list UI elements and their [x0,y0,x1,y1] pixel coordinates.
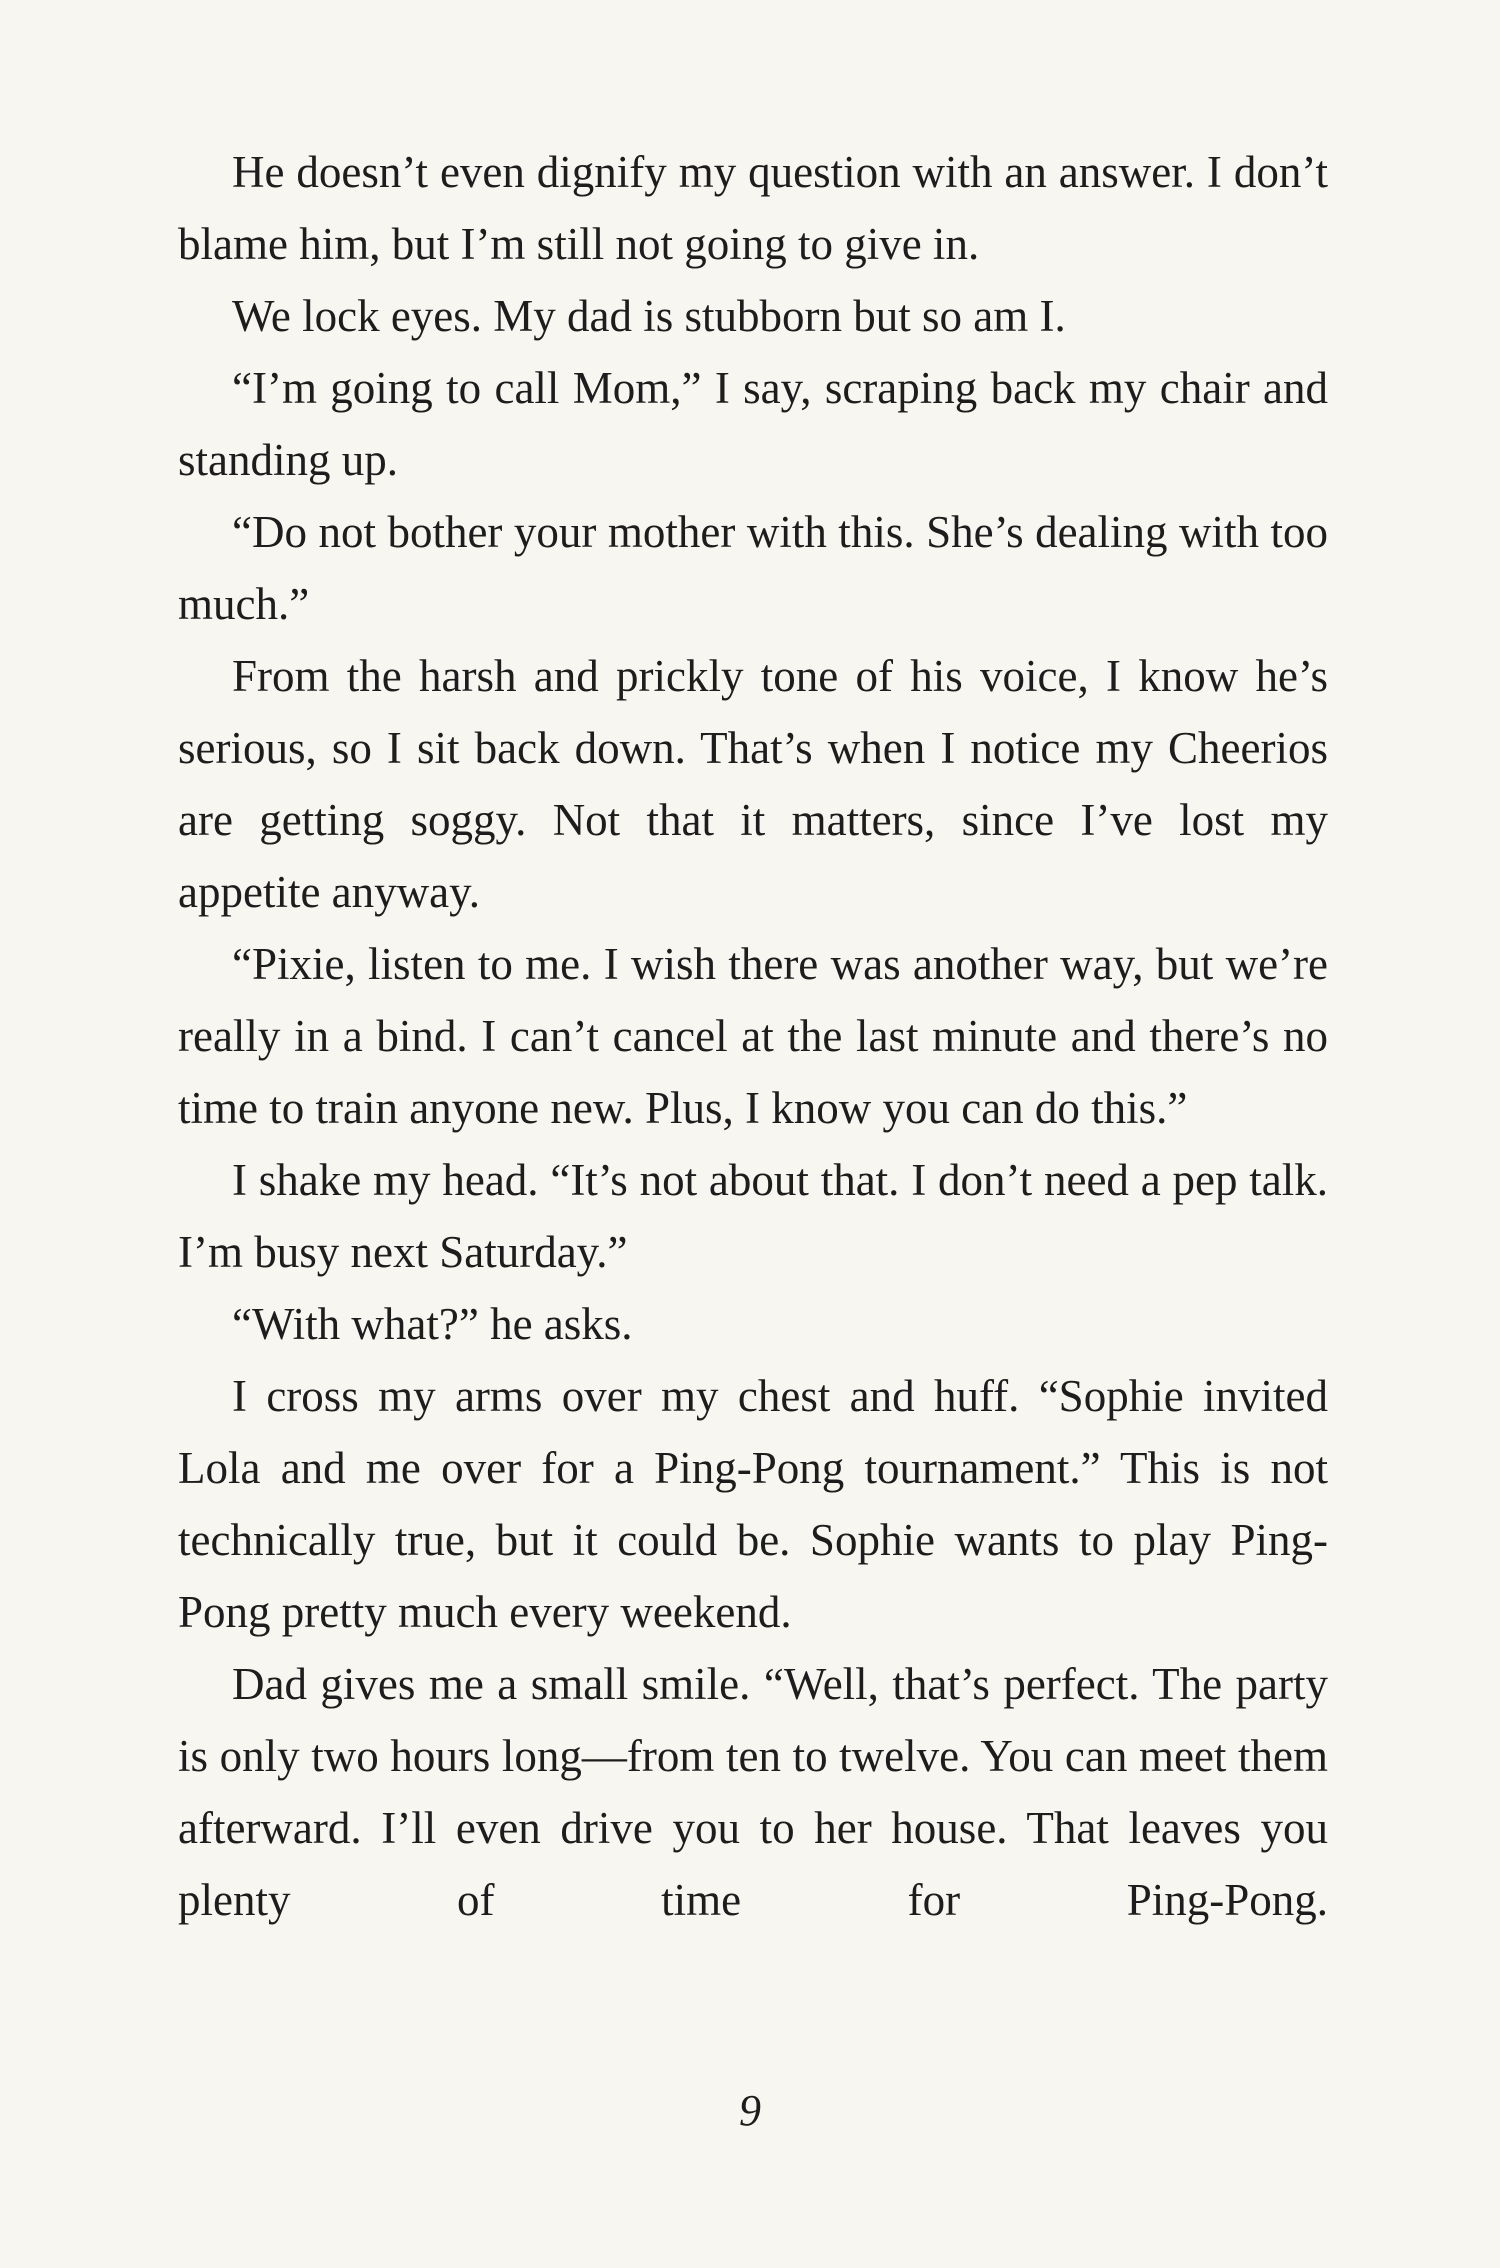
paragraph-5: From the harsh and prickly tone of his voice, I know he’s serious, so I sit back down. That’s when I notice my Cheerios are getting soggy. Not that it matters, since I’ve lost my appetite anyway. [178,651,1328,917]
paragraph-9: I cross my arms over my chest and huff. “Sophie invited Lola and me over for a Ping-Pong tournament.” This is not technically true, but it could be. Sophie wants to play Ping-Pong pretty much every weekend. [178,1371,1328,1637]
paragraph-3: “I’m going to call Mom,” I say, scraping back my chair and standing up. [178,363,1328,485]
paragraph-8: “With what?” he asks. [232,1299,633,1349]
paragraph-10: Dad gives me a small smile. “Well, that’s perfect. The party is only two hours long—from ten to twelve. You can meet them afterward. I’ll even drive you to her house. That leaves you plenty of time for Ping-Pong. [178,1659,1328,1925]
paragraph-4: “Do not bother your mother with this. She’s dealing with too much.” [178,507,1328,629]
paragraph-1: He doesn’t even dignify my question with an answer. I don’t blame him, but I’m still not going to give in. [178,147,1328,269]
body-text [178,136,1328,1936]
paragraph-2: We lock eyes. My dad is stubborn but so am I. [232,291,1066,341]
paragraph-6: “Pixie, listen to me. I wish there was another way, but we’re really in a bind. I can’t cancel at the last minute and there’s no time to train anyone new. Plus, I know you can do this.” [178,939,1328,1133]
paragraph-7: I shake my head. “It’s not about that. I don’t need a pep talk. I’m busy next Saturday.” [178,1155,1328,1277]
page-number: 9 [739,2086,761,2135]
